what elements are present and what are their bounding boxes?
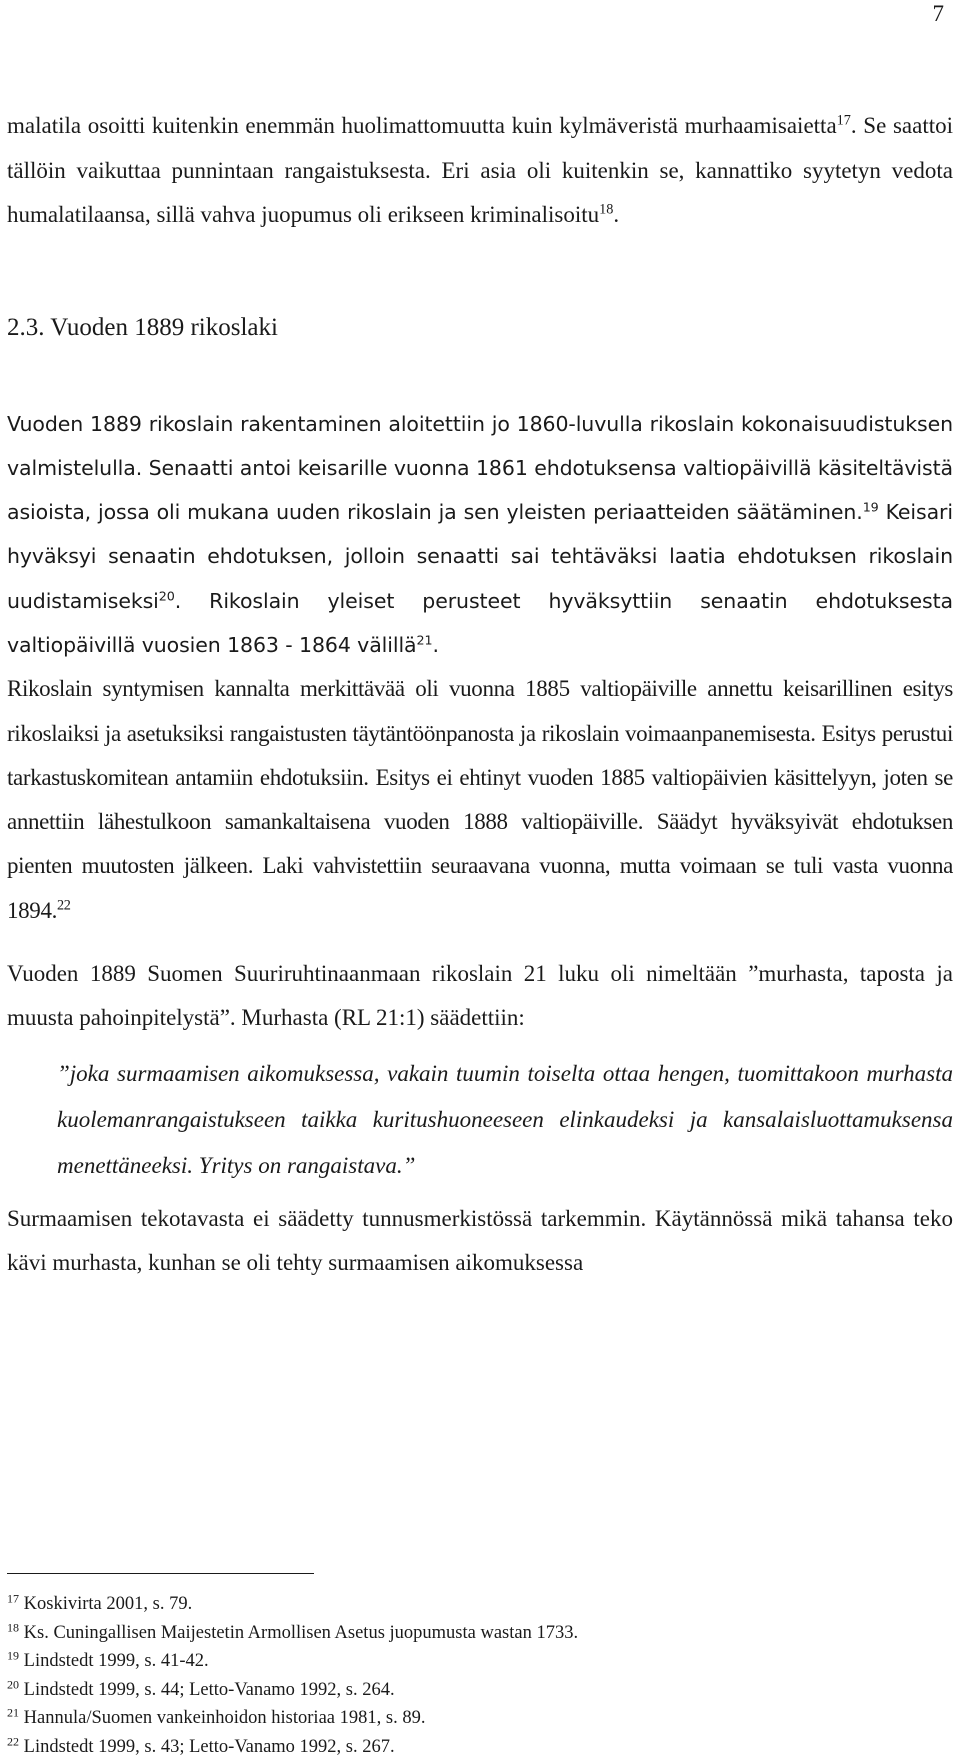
footnote-ref-18: 18	[599, 201, 614, 218]
footnote-text: Lindstedt 1999, s. 44; Letto-Vanamo 1992, s. 264.	[19, 1679, 395, 1700]
footnote-text: Koskivirta 2001, s. 79.	[19, 1594, 193, 1614]
footnote-list	[7, 1590, 907, 1761]
footnote	[7, 1647, 907, 1676]
text-run: . Se saattoi tällöin vaikuttaa punnintaan rangaistuksesta. Eri asia oli kuitenkin se, kannattiko syytetyn vedota humalatilaansa, sillä vahva juopumus oli erikseen kriminalisoitu	[7, 113, 953, 227]
paragraph-chapter-21: Vuoden 1889 Suomen Suuriruhtinaanmaan rikoslain 21 luku oli nimeltään ”murhasta, taposta ja muusta pahoinpitelystä”. Murhasta (RL 21:1) säädettiin:	[7, 961, 953, 1031]
footnote-divider	[7, 1573, 314, 1574]
footnote	[7, 1733, 907, 1762]
document-body	[7, 104, 953, 1285]
footnote-text: Ks. Cuningallisen Maijestetin Armollisen Asetus juopumusta wastan 1733.	[19, 1622, 579, 1643]
page-number: 7	[932, 1, 944, 26]
text-run: Keisari hyväksyi senaatin ehdotuksen, jolloin senaatti sai tehtäväksi laatia ehdotuksen rikoslain uudistamiseksi	[7, 500, 953, 613]
footnote	[7, 1619, 907, 1648]
text-run: Vuoden 1889 rikoslain rakentaminen aloitettiin jo 1860-luvulla rikoslain kokonaisuudistuksen valmistelulla. Senaatti antoi keisarille vuonna 1861 ehdotuksensa valtiopäivillä käsiteltävistä asioista, jossa oli mukana uuden rikoslain ja sen yleisten periaatteiden säätäminen.	[7, 411, 953, 525]
footnote-number: 17	[7, 1591, 20, 1606]
footnote	[7, 1676, 907, 1705]
section-heading: 2.3. Vuoden 1889 rikoslaki	[7, 313, 278, 341]
footnote-number: 22	[7, 1733, 20, 1748]
footnote-number: 20	[7, 1676, 20, 1691]
block-quote: ”joka surmaamisen aikomuksessa, vakain tuumin toiselta ottaa hengen, tuomittakoon murhasta kuolemanrangaistukseen taikka kuritushuoneeseen elinkaudeksi ja kansalaisluottamuksensa menettäneeksi. Yritys on rangaistava.”	[57, 1060, 953, 1178]
footnote-text: Lindstedt 1999, s. 43; Letto-Vanamo 1992, s. 267.	[19, 1736, 395, 1757]
text-run: .	[432, 632, 439, 657]
footnote-ref-19: 19	[862, 499, 879, 515]
footnote-number: 19	[7, 1648, 20, 1663]
text-run: . Rikoslain yleiset perusteet hyväksyttiin senaatin ehdotuksesta valtiopäivillä vuosien 1863 - 1864 välillä	[7, 588, 953, 657]
footnote	[7, 1590, 907, 1619]
footnote-text: Hannula/Suomen vankeinhoidon historiaa 1981, s. 89.	[19, 1708, 426, 1728]
text-run: Rikoslain syntymisen kannalta merkittävää oli vuonna 1885 valtiopäiville annettu keisarillinen esitys rikoslaiksi ja asetuksiksi rangaistusten täytäntöönpanosta ja rikoslain voimaanpanemisesta. Esitys perustui tarkastuskomitean antamiin ehdotuksiin. Esitys ei ehtinyt vuoden 1885 valtiopäivien käsittelyyn, joten se annettiin lähestulkoon samankaltaisena vuoden 1888 valtiopäiville. Säädyt hyväksyivät ehdotuksen pienten muutosten jälkeen. Laki vahvistettiin seuraavana vuonna, mutta voimaan se tuli vasta vuonna 1894.	[7, 676, 953, 923]
footnote-ref-17: 17	[836, 112, 851, 129]
text-run: malatila osoitti kuitenkin enemmän huolimattomuutta kuin kylmäveristä murhaamisaietta	[7, 113, 837, 138]
footnote-number: 21	[7, 1705, 20, 1720]
paragraph-rikoslaki-origin	[7, 667, 953, 933]
text-run: .	[613, 202, 620, 227]
paragraph-continued	[7, 104, 953, 238]
footnote-text: Lindstedt 1999, s. 41-42.	[19, 1651, 209, 1671]
footnote-number: 18	[7, 1619, 20, 1634]
footnote	[7, 1704, 907, 1733]
paragraph-method: Surmaamisen tekotavasta ei säädetty tunnusmerkistössä tarkemmin. Käytännössä mikä tahansa teko kävi murhasta, kunhan se oli tehty surmaamisen aikomuksessa	[7, 1205, 953, 1275]
footnote-ref-20: 20	[158, 588, 175, 604]
footnote-ref-22: 22	[57, 897, 71, 914]
footnote-ref-21: 21	[416, 632, 433, 648]
paragraph-rikoslaki-history	[7, 402, 953, 668]
